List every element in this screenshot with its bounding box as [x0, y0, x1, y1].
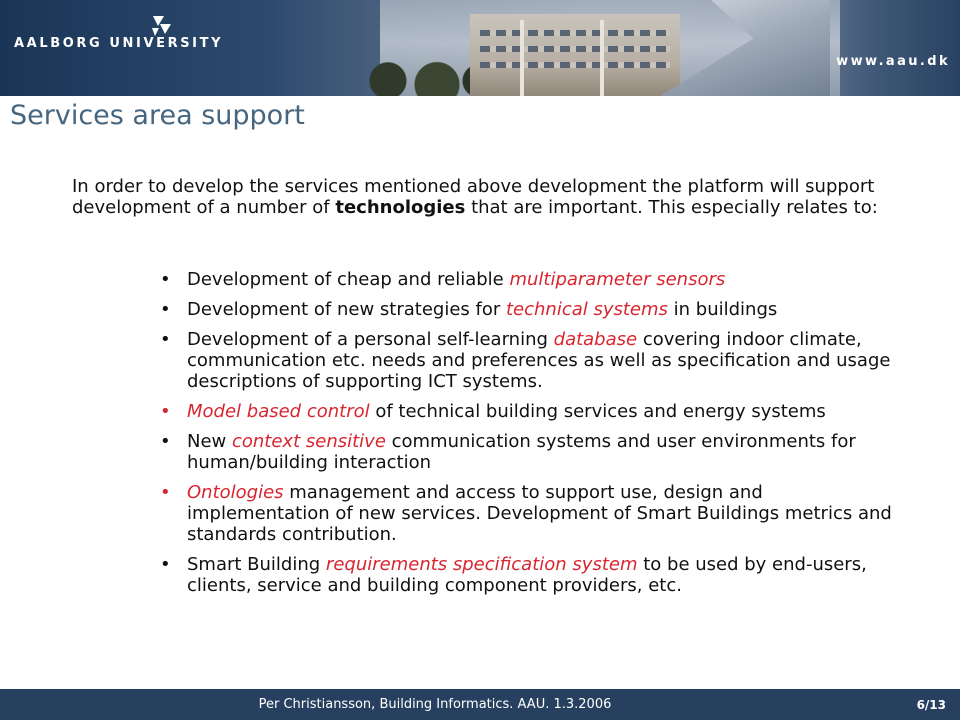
- banner-pillar: [520, 20, 524, 96]
- banner-pillar: [600, 20, 604, 96]
- bullet-text-pre: Smart Building: [187, 554, 326, 575]
- bullet-highlight: Model based control: [187, 401, 370, 422]
- bullet-item: [160, 401, 910, 422]
- banner-window-row: [480, 46, 670, 52]
- bullet-marker: •: [160, 431, 171, 452]
- footer-credit: Per Christiansson, Building Informatics. AAU. 1.3.2006: [258, 697, 612, 712]
- bullet-highlight: multiparameter sensors: [509, 269, 726, 290]
- bullet-text-post: management and access to support use, design and implementation of new services. Development of Smart Buildings metrics and standards contribution.: [187, 482, 892, 545]
- bullet-text-pre: Development of new strategies for: [187, 299, 506, 320]
- university-logo-icon: [150, 14, 174, 38]
- bullet-text-pre: Development of a personal self-learning: [187, 329, 554, 350]
- bullet-text-post: in buildings: [667, 299, 778, 320]
- university-logo-text: AALBORG UNIVERSITY: [14, 36, 224, 51]
- bullet-highlight: context sensitive: [231, 431, 386, 452]
- page-number: 6/13: [916, 698, 946, 712]
- bullet-text-post: covering indoor climate, communication etc. needs and preferences as well as specification and usage descriptions of supporting ICT systems.: [187, 329, 891, 392]
- bullet-text-post: communication systems and user environments for human/building interaction: [187, 431, 856, 473]
- bullet-list: [160, 269, 910, 605]
- bullet-highlight: technical systems: [505, 299, 668, 320]
- bullet-highlight: requirements specification system: [325, 554, 638, 575]
- bullet-marker: •: [160, 401, 171, 422]
- intro-bold-term: technologies: [335, 197, 466, 218]
- bullet-marker: •: [160, 269, 171, 290]
- bullet-item: [160, 299, 910, 320]
- bullet-highlight: database: [553, 329, 638, 350]
- banner-building: [470, 14, 680, 96]
- header-banner: [0, 0, 960, 96]
- bullet-text-pre: Development of cheap and reliable: [187, 269, 510, 290]
- bullet-marker: •: [160, 299, 171, 320]
- bullet-highlight: Ontologies: [187, 482, 284, 503]
- slide-title: Services area support: [10, 100, 305, 131]
- banner-window-row: [480, 62, 670, 68]
- bullet-item: [160, 431, 910, 473]
- intro-text-before: In order to develop the services mentioned above development the platform will support development of a number of: [72, 176, 875, 218]
- bullet-item: [160, 554, 910, 596]
- bullet-item: [160, 269, 910, 290]
- intro-text-after: that are important. This especially relates to:: [465, 197, 878, 218]
- bullet-text-pre: New: [187, 431, 232, 452]
- bullet-text-post: of technical building services and energy systems: [369, 401, 826, 422]
- intro-paragraph: [72, 176, 912, 218]
- website-url[interactable]: www.aau.dk: [836, 54, 950, 69]
- bullet-marker: •: [160, 554, 171, 575]
- bullet-item: [160, 482, 910, 545]
- bullet-item: [160, 329, 910, 392]
- bullet-marker: •: [160, 482, 171, 503]
- bullet-text-post: to be used by end-users, clients, service and building component providers, etc.: [187, 554, 867, 596]
- bullet-marker: •: [160, 329, 171, 350]
- banner-window-row: [480, 30, 670, 36]
